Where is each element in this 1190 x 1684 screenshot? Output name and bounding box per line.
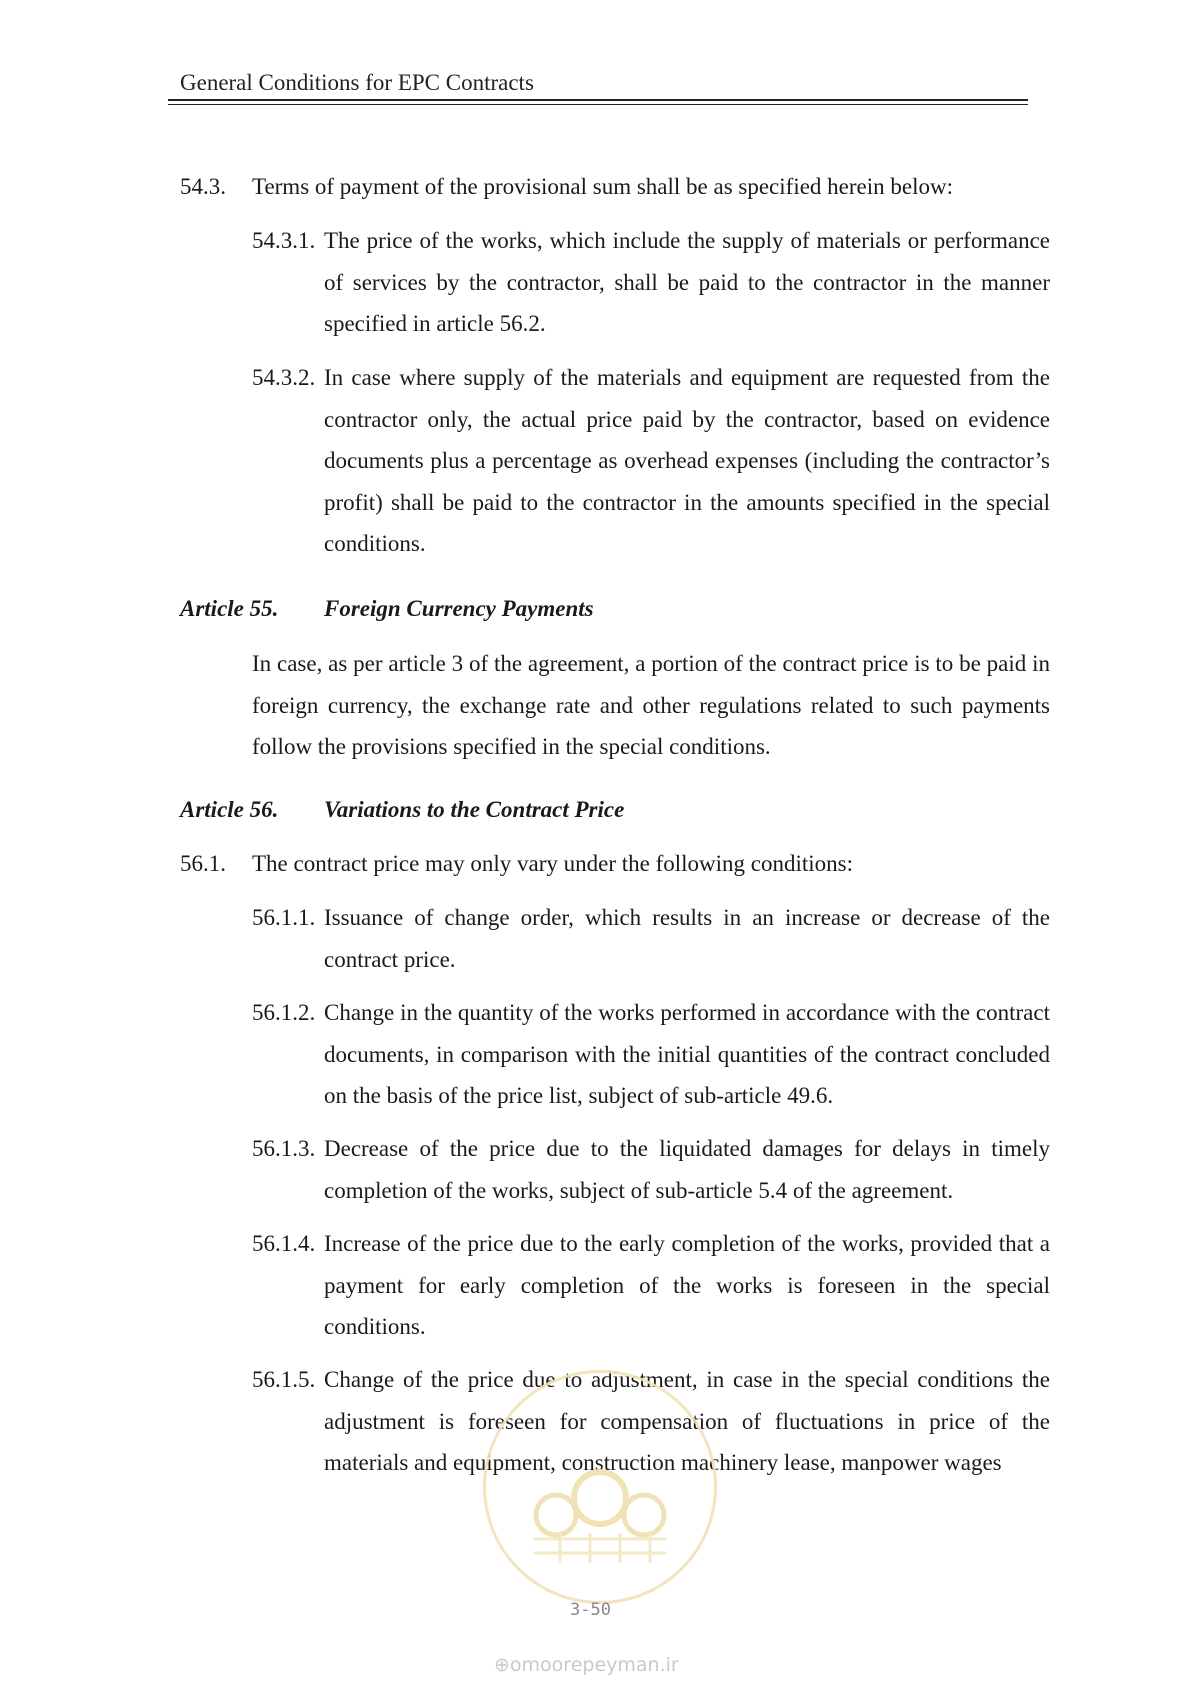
- clause-54-3-1-text: The price of the works, which include the supply of materials or performance of services by the contractor, shall be paid to the contractor in the manner specified in article 56.2.: [324, 228, 1050, 336]
- gear-emblem-icon: [520, 1453, 680, 1563]
- site-watermark-text: omoorepeyman.ir: [509, 1654, 679, 1676]
- article-56-title: Variations to the Contract Price: [324, 797, 625, 822]
- article-55-number: Article 55.: [180, 596, 279, 621]
- clause-56-1-2-number: 56.1.2.: [252, 1000, 316, 1025]
- clause-56-1-5-number: 56.1.5.: [252, 1367, 316, 1392]
- clause-56-1-number: 56.1.: [180, 851, 226, 876]
- clause-56-1-3-number: 56.1.3.: [252, 1136, 316, 1161]
- clause-56-1-4-number: 56.1.4.: [252, 1231, 316, 1256]
- clause-56-1-4-text: Increase of the price due to the early completion of the works, provided that a payment for early completion of the works is foreseen in the special conditions.: [324, 1231, 1050, 1339]
- site-watermark: [494, 1654, 679, 1676]
- page-number: 3-50: [570, 1600, 611, 1620]
- header-rule: [168, 99, 1028, 105]
- clause-54-3-text: Terms of payment of the provisional sum shall be as specified herein below:: [252, 174, 953, 199]
- clause-56-1-text: The contract price may only vary under the following conditions:: [252, 851, 854, 876]
- globe-icon: ⊕: [494, 1654, 510, 1676]
- clause-56-1-3-text: Decrease of the price due to the liquidated damages for delays in timely completion of the works, subject of sub-article 5.4 of the agreement.: [324, 1136, 1050, 1203]
- clause-56-1-1-text: Issuance of change order, which results in an increase or decrease of the contract price.: [324, 905, 1050, 972]
- clause-54-3-1-number: 54.3.1.: [252, 228, 316, 253]
- clause-54-3-2-number: 54.3.2.: [252, 365, 316, 390]
- clause-54-3-2-text: In case where supply of the materials and equipment are requested from the contractor only, the actual price paid by the contractor, based on evidence documents plus a percentage as overhead expenses (including the contractor’s profit) shall be paid to the contractor in the amounts specified in the special conditions.: [324, 365, 1050, 556]
- watermark-seal: [483, 1370, 717, 1604]
- article-55-title: Foreign Currency Payments: [324, 596, 594, 621]
- clause-56-1-2-text: Change in the quantity of the works performed in accordance with the contract documents, in comparison with the initial quantities of the contract concluded on the basis of the price list, subject of sub-article 49.6.: [324, 1000, 1050, 1108]
- clause-56-1-1-number: 56.1.1.: [252, 905, 316, 930]
- article-55-body: In case, as per article 3 of the agreement, a portion of the contract price is to be paid in foreign currency, the exchange rate and other regulations related to such payments follow the provisions specified in the special conditions.: [252, 651, 1050, 759]
- clause-56-1-5-text: Change of the price due to adjustment, in case in the special conditions the adjustment is foreseen for compensation of fluctuations in price of the materials and equipment, construction machinery lease, manpower wages: [324, 1367, 1050, 1475]
- clause-54-3-number: 54.3.: [180, 174, 226, 199]
- article-56-number: Article 56.: [180, 797, 279, 822]
- page-header-title: General Conditions for EPC Contracts: [180, 70, 534, 95]
